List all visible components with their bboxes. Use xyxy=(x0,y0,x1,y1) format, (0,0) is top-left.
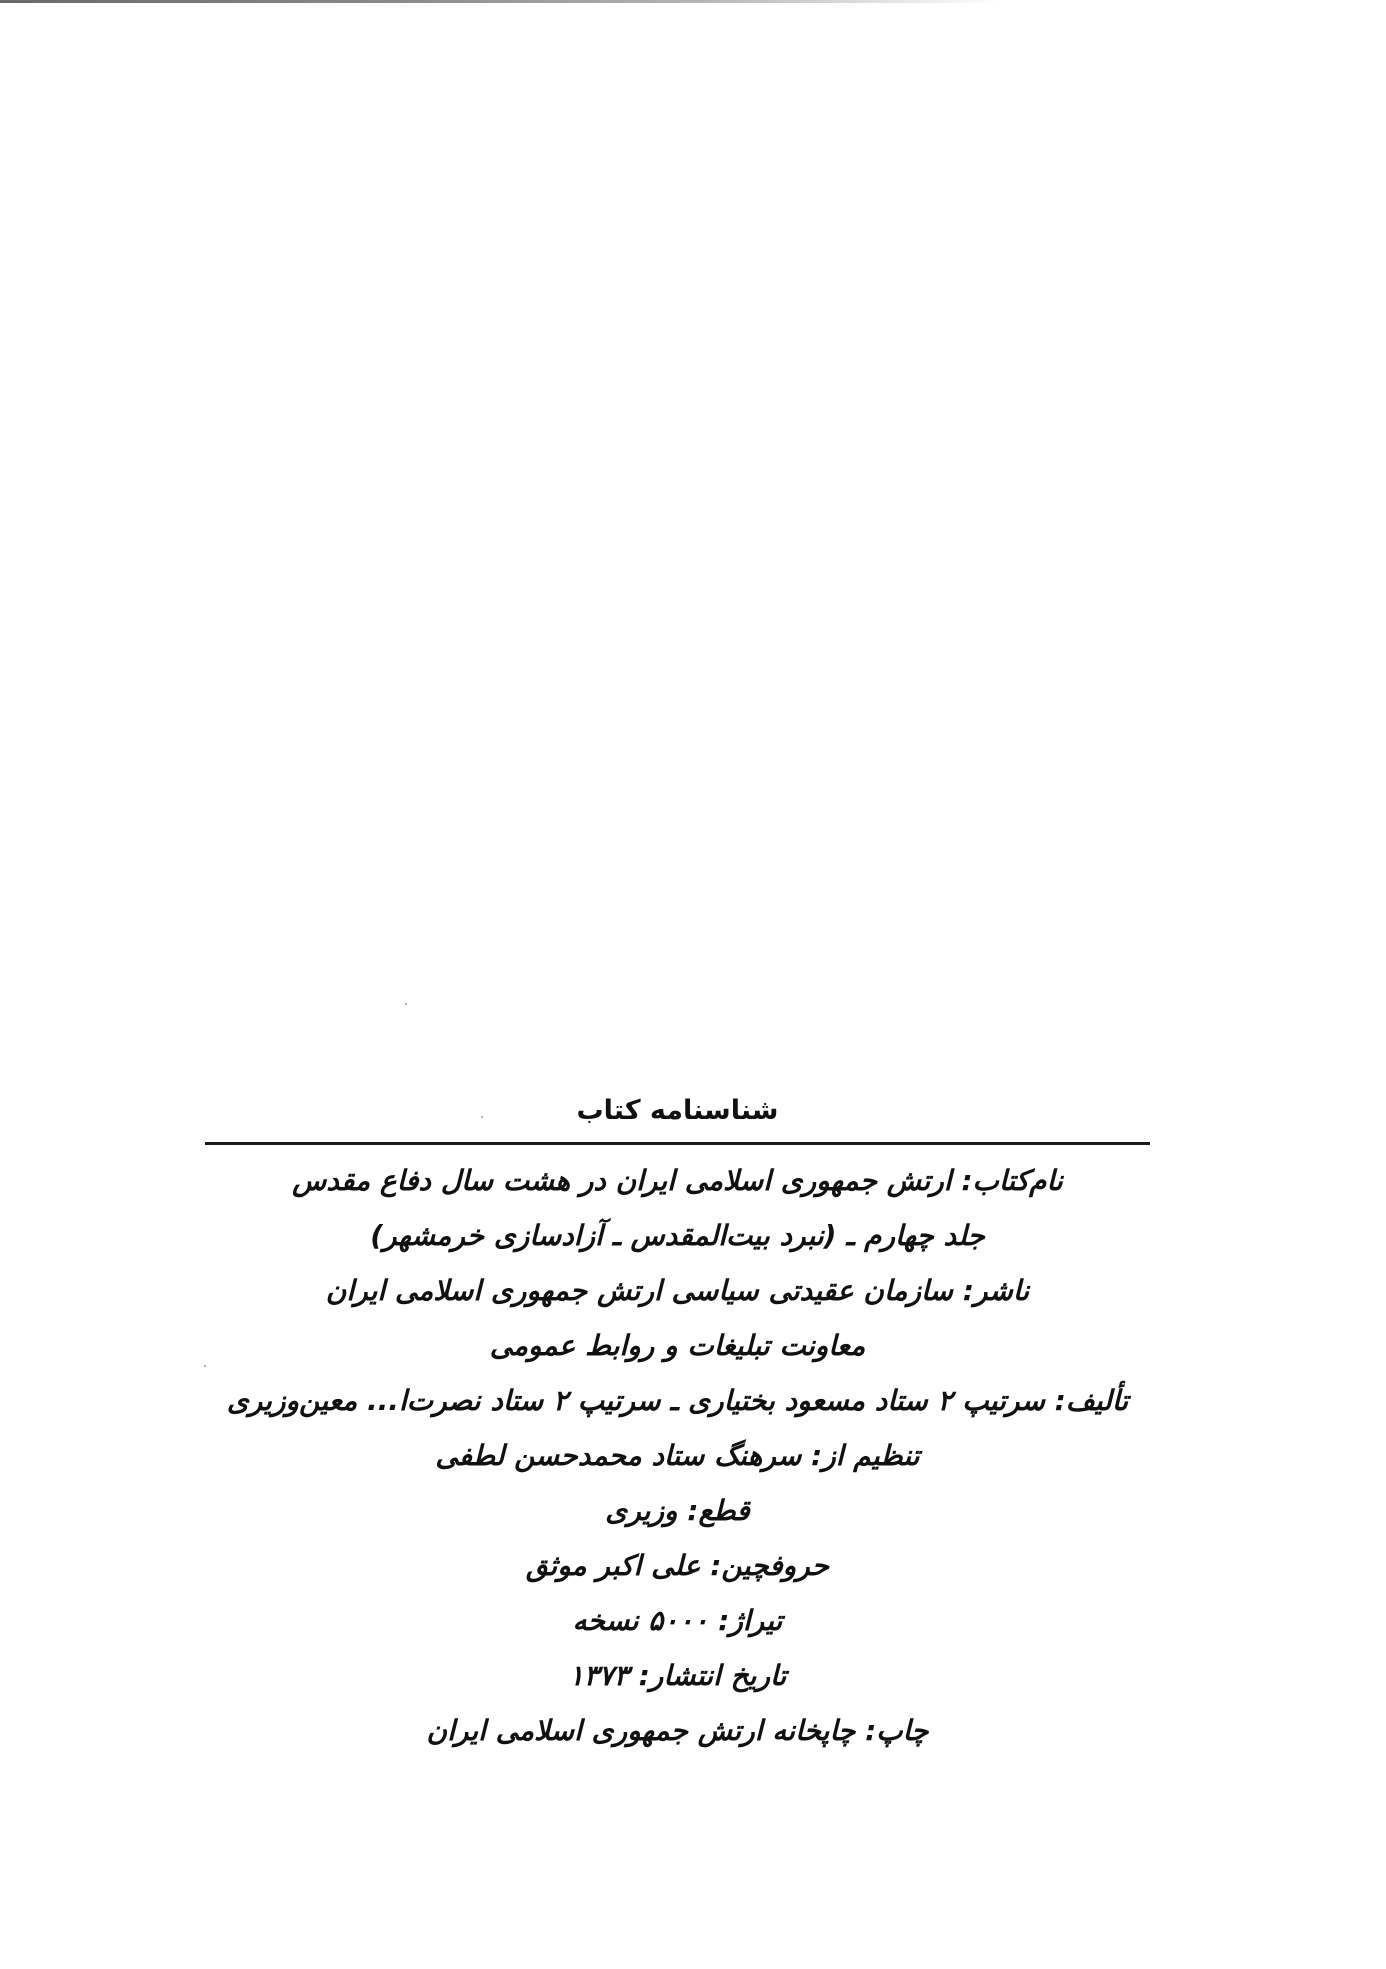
entry-publisher-dept xyxy=(205,1318,1150,1373)
entry-print-run xyxy=(205,1593,1150,1648)
entry-compiled-by xyxy=(205,1428,1150,1483)
entry-volume xyxy=(205,1208,1150,1263)
entry-printer xyxy=(205,1703,1150,1758)
entry-value: چاپخانه ارتش جمهوری اسلامی ایران xyxy=(426,1714,856,1747)
entry-value: جلد چهارم ـ (نبرد بیت‌المقدس ـ آزادسازی خرمشهر) xyxy=(370,1219,985,1252)
entry-label: تألیف: xyxy=(1054,1384,1129,1417)
entry-label: ناشر: xyxy=(962,1274,1030,1307)
entry-value: سرتیپ ۲ ستاد مسعود بختیاری ـ سرتیپ ۲ ستاد نصرت‌ا... معین‌وزیری xyxy=(226,1384,1045,1417)
entry-value: ۱۳۷۳ xyxy=(568,1659,629,1692)
entry-label: قطع: xyxy=(687,1494,750,1527)
entry-format xyxy=(205,1483,1150,1538)
entry-publisher xyxy=(205,1263,1150,1318)
colophon-heading: شناسنامه کتاب xyxy=(576,1095,779,1126)
entry-value: وزیری xyxy=(605,1494,678,1527)
entry-value: سازمان عقیدتی سیاسی ارتش جمهوری اسلامی ایران xyxy=(325,1274,954,1307)
entry-typesetter xyxy=(205,1538,1150,1593)
book-colophon xyxy=(205,1090,1150,1758)
entry-value: ارتش جمهوری اسلامی ایران در هشت سال دفاع مقدس xyxy=(292,1164,952,1197)
entry-value: ۵۰۰۰ نسخه xyxy=(572,1604,709,1637)
entry-label: نام‌کتاب: xyxy=(961,1164,1063,1197)
heading-divider xyxy=(205,1142,1150,1145)
entry-publication-date xyxy=(205,1648,1150,1703)
entry-label: حروفچین: xyxy=(710,1549,829,1582)
entry-label: تاریخ انتشار: xyxy=(638,1659,787,1692)
entry-label: تیراژ: xyxy=(718,1604,783,1637)
entry-authors xyxy=(205,1373,1150,1428)
entry-label: تنظیم از: xyxy=(811,1439,920,1472)
entry-book-title xyxy=(205,1153,1150,1208)
scan-speck xyxy=(405,1003,407,1005)
entry-value: سرهنگ ستاد محمدحسن لطفی xyxy=(435,1439,802,1472)
entry-value: علی اکبر موثق xyxy=(526,1549,701,1582)
scan-top-edge xyxy=(0,0,1000,3)
entry-value: معاونت تبلیغات و روابط عمومی xyxy=(489,1329,866,1362)
entry-label: چاپ: xyxy=(865,1714,929,1747)
